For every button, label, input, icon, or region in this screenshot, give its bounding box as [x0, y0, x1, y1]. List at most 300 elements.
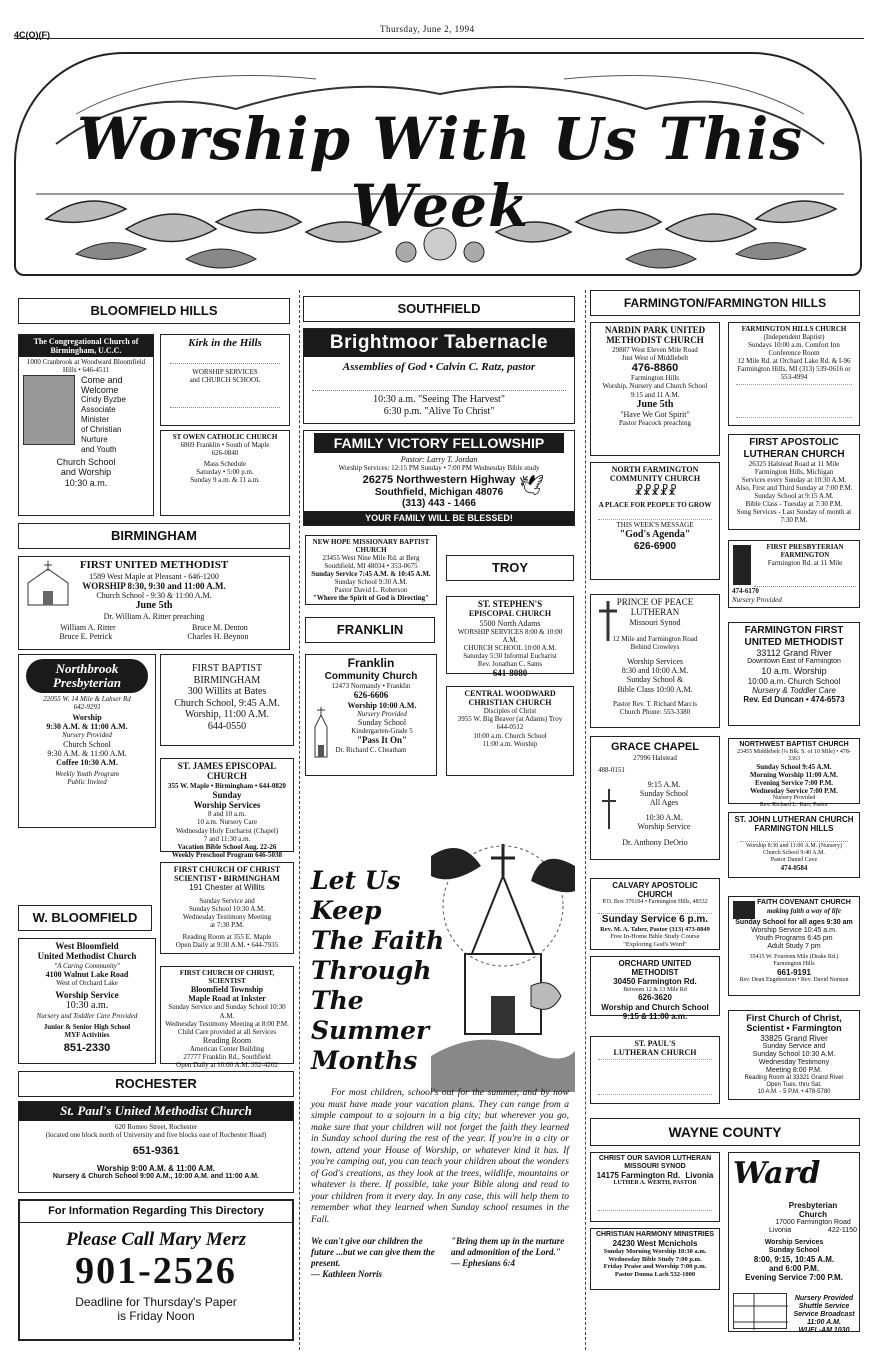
new-hope-services: Sunday Service 7:45 A.M. & 10:45 A.M. [311, 570, 431, 579]
nardin-date: June 5th [636, 398, 674, 410]
st-james-wed-times: 7 and 11:30 a.m. [203, 834, 251, 843]
st-stephen-line: Saturday 5:30 Informal Eucharist [463, 651, 557, 660]
franklin-address: 12473 Normandy • Franklin [331, 682, 411, 691]
christian-harmony-line: Sunday Morning Worship 10:30 a.m. [603, 1248, 707, 1256]
ward-times2: and 6:00 P.M. [768, 1264, 820, 1274]
nw-baptist-pastor: Rev. Richard L. Karr, Pastor [759, 801, 829, 808]
st-stephen-line: CHURCH SCHOOL 10:00 A.M. [463, 643, 557, 652]
fccs-bham-line: at 7:30 P.M. [210, 920, 244, 929]
fccs-bham-address: 191 Chester at Willits [189, 883, 265, 893]
faith-cov-city: Farmington Hills [773, 961, 815, 968]
first-umc-title: FIRST UNITED METHODIST [79, 559, 229, 571]
wb-umc-worship: Worship Service [55, 989, 119, 1000]
nardin-title2: METHODIST CHURCH [606, 335, 704, 346]
northbrook-phone: 642-9293 [73, 703, 101, 712]
first-presb-nursery: Nursery Provided [732, 596, 782, 604]
wb-umc-phone: 851-2330 [63, 1041, 111, 1054]
franklin-pastor: Dr. Richard C. Cheatham [335, 745, 407, 754]
brightmoor-sub: Assemblies of God • Calvin C. Ratz, pastor [342, 360, 536, 373]
first-baptist-line: FIRST BAPTIST [191, 663, 263, 674]
info-phone: 901-2526 [75, 1250, 237, 1293]
nardin-title1: NARDIN PARK UNITED [604, 325, 706, 335]
nardin-address: 29887 West Eleven Mile Road [612, 345, 698, 354]
st-stephen-address: 5500 North Adams [479, 618, 541, 628]
section-birmingham: BIRMINGHAM [18, 523, 290, 549]
ad-kirk-in-the-hills [160, 334, 290, 426]
faith-cov-line: Sunday School for all ages 9:30 am [735, 919, 853, 927]
column-divider-left [299, 290, 300, 1350]
grace-chapel-pastor: Dr. Anthony DeOrio [622, 837, 688, 847]
grace-chapel-title: GRACE CHAPEL [610, 741, 699, 753]
fcc-farm-line: Sunday Service and [762, 1042, 826, 1050]
faith-headline-line: Months [311, 1046, 418, 1075]
franklin-grades: Kindergarten-Grade 5 [351, 727, 413, 736]
ad-first-united-methodist [18, 556, 290, 650]
st-stephen-title2: EPISCOPAL CHURCH [468, 609, 552, 619]
faith-cov-line: Youth Programs 6:45 pm [755, 935, 833, 943]
calvary-motto: "Exploring God's Word" [623, 940, 687, 948]
kirk-line: WORSHIP SERVICES [192, 367, 258, 376]
north-farmington-message: "God's Agenda" [619, 529, 691, 541]
new-hope-motto: "Where the Spirit of God is Directing" [312, 594, 429, 603]
st-james-vbs: Vacation Bible School Aug. 22-26 [177, 842, 277, 851]
prince-peace-pastor: Pastor Rev. T. Richard Marcis [612, 699, 698, 708]
faith-headline-line: The [311, 986, 364, 1015]
congregational-line: Minister [81, 415, 110, 424]
ad-north-farmington [590, 462, 720, 580]
franklin-pass: "Pass It On" [356, 735, 407, 746]
st-james-sunday: Sunday [212, 789, 242, 800]
franklin-nursery: Nursery Provided [357, 709, 407, 718]
nardin-phone: 476-8860 [631, 361, 679, 374]
ad-st-pauls-umc [18, 1101, 294, 1193]
first-umc-pastor: William A. Ritter [60, 623, 116, 633]
first-apostolic-line: Sunday School at 9:15 A.M. [754, 492, 834, 501]
ffumc-title2: UNITED METHODIST [744, 636, 844, 648]
central-woodward-title2: CHRISTIAN CHURCH [468, 698, 552, 708]
faith-headline-line: Through [311, 956, 432, 985]
st-john-phone: 474-0584 [780, 864, 808, 873]
christ-savior-title2: MISSOURI SYNOD [624, 1163, 686, 1171]
central-woodward-line: 11:00 a.m. Worship [482, 739, 538, 748]
brightmoor-service2: 6:30 p.m. "Alive To Christ" [383, 405, 495, 417]
ad-st-owen [160, 430, 290, 516]
brightmoor-title: Brightmoor Tabernacle [304, 329, 574, 357]
northbrook-public: Public Invited [67, 778, 107, 787]
northbrook-coffee: Coffee 10:30 A.M. [56, 757, 118, 767]
ward-city: Livonia [769, 1227, 792, 1235]
nardin-pastor: Pastor Peacock preaching [619, 419, 691, 428]
ad-calvary-apostolic [590, 878, 720, 950]
info-call: Please Call Mary Merz [66, 1228, 246, 1250]
kirk-title: Kirk in the Hills [188, 337, 262, 349]
faith-quote1-author: — Kathleen Norris [311, 1269, 383, 1279]
northbrook-school: Church School [63, 739, 111, 749]
calvary-address: P.O. Box 376104 • Farmington Hills, 48332 [602, 899, 708, 906]
ffumc-worship: 10 a.m. Worship [761, 666, 827, 677]
faith-illustration [431, 836, 575, 1092]
section-farmington: FARMINGTON/FARMINGTON HILLS [590, 290, 860, 316]
first-presb-phone: 474-6170 [732, 587, 759, 595]
first-presb-title1: FIRST PRESBYTERIAN [766, 543, 844, 551]
fccs-bt-title1: FIRST CHURCH OF CHRIST, SCIENTIST [179, 969, 275, 986]
prince-peace-phone: Church Phone: 553-3380 [619, 707, 691, 716]
congregational-line: Associate [81, 405, 116, 414]
faith-cov-title: FAITH COVENANT CHURCH [757, 899, 851, 906]
first-umc-address: 1589 West Maple at Pleasant - 646-1200 [89, 571, 219, 581]
central-woodward-title1: CENTRAL WOODWARD [464, 689, 556, 698]
orchard-line: Worship and Church School [601, 1002, 709, 1012]
ffumc-school: 10:00 a.m. Church School [747, 676, 841, 686]
nw-baptist-line: Morning Worship 11:00 A.M. [750, 770, 838, 779]
first-baptist-line: Church School, 9:45 A.M. [174, 697, 280, 709]
st-john-title2: FARMINGTON HILLS [754, 824, 834, 834]
calvary-pastor: Rev. M. A. Taber, Pastor (313) 473-8849 [600, 925, 710, 933]
fvf-city: Southfield, Michigan 48076 [374, 486, 504, 498]
ward-nursery: Nursery Provided [794, 1295, 854, 1302]
st-owen-phone: 626-0840 [211, 449, 239, 458]
christ-savior-address: 14175 Farmington Rd. [596, 1171, 681, 1181]
ad-farmington-first-umc [728, 622, 860, 726]
fh-church-sub: (Independent Baptist) [763, 333, 825, 342]
congregational-service2: and Worship [60, 467, 112, 478]
section-rochester: ROCHESTER [18, 1071, 294, 1097]
faith-headline-line: The Faith [311, 926, 445, 955]
ad-christ-our-savior [590, 1152, 720, 1222]
fccs-bt-title2: Bloomfield Township [190, 985, 264, 995]
central-woodward-line: 10:00 a.m. Church School [473, 731, 547, 740]
wb-umc-motto: "A Caring Community" [54, 961, 120, 970]
congregational-line: of Christian [81, 425, 122, 434]
st-james-nursery: 10 a.m. Nursery Care [196, 818, 258, 827]
ad-central-woodward [446, 686, 574, 776]
ad-orchard-umc [590, 956, 720, 1021]
prince-peace-bible: Bible Class 10:00 A.M. [617, 684, 693, 694]
first-apostolic-line: Also, First and Third Sunday at 7:00 P.M. [735, 484, 853, 493]
fcc-farm-line: 10 A.M. - 5 P.M. • 478-5780 [757, 1088, 831, 1095]
grace-chapel-line: Sunday School [639, 788, 689, 798]
st-james-times: 8 and 10 a.m. [208, 810, 246, 819]
franklin-worship: Worship 10:00 A.M. [347, 700, 417, 710]
nw-baptist-line: Evening Service 7:00 P.M. [754, 778, 834, 787]
ad-brightmoor-tabernacle [303, 328, 575, 424]
ward-shuttle: Shuttle Service [798, 1303, 850, 1311]
ward-phone: 422-1150 [827, 1227, 857, 1235]
fcc-farm-title2: Scientist • Farmington [746, 1023, 842, 1034]
st-owen-address: 6869 Franklin • South of Maple [180, 441, 270, 450]
northbrook-title1: Northbrook [55, 661, 119, 676]
fh-church-title: FARMINGTON HILLS CHURCH [741, 325, 847, 333]
first-apostolic-line: Services every Sunday at 10:30 A.M. [741, 476, 847, 485]
section-w-bloomfield: W. BLOOMFIELD [18, 905, 152, 931]
ward-title2: Church [799, 1210, 827, 1220]
ad-prince-of-peace [590, 594, 720, 728]
first-baptist-line: 644-0550 [207, 720, 247, 732]
northbrook-worship-time: 9:30 A.M. & 11:00 A.M. [46, 722, 128, 732]
first-apostolic-line: Bible Class - Tuesday at 7:30 P.M. [745, 500, 843, 509]
ward-broadcast-time: 11:00 A.M. [807, 1319, 841, 1327]
faith-cov-address: 35415 W. Fourteen Mile (Drake Rd.) [749, 954, 839, 961]
ad-fccs-farmington [728, 1010, 860, 1100]
franklin-title2: Community Church [324, 670, 418, 682]
lantern-drawing [599, 789, 619, 829]
st-stephen-title1: ST. STEPHEN'S [477, 599, 543, 609]
grace-chapel-line: Worship Service [637, 822, 691, 832]
ad-nardin-park-umc [590, 322, 720, 456]
wb-umc-title2: United Methodist Church [37, 951, 137, 962]
first-umc-worship: WORSHIP 8:30, 9:30 and 11:00 A.M. [82, 580, 226, 591]
first-presb-address: Farmington Rd. at 11 Mile [767, 559, 843, 568]
new-hope-city: Southfield, MI 48034 • 353-0675 [324, 562, 418, 571]
franklin-phone: 626-6606 [353, 690, 389, 701]
northbrook-address: 22055 W. 14 Mile & Lahser Rd [43, 695, 131, 703]
north-farmington-title1: NORTH FARMINGTON [611, 465, 699, 474]
kirk-line: and CHURCH SCHOOL [189, 375, 261, 384]
brightmoor-service1: 10:30 a.m. "Seeing The Harvest" [373, 394, 505, 406]
faith-cov-pastors: Rev. Dean Engebretson • Rev. David Norsten [739, 977, 849, 984]
north-farmington-week: THIS WEEK'S MESSAGE [616, 521, 694, 530]
central-woodward-sub: Disciples of Christ [483, 707, 537, 716]
info-deadline2: is Friday Noon [117, 1309, 195, 1324]
st-owen-title: ST OWEN CATHOLIC CHURCH [172, 433, 278, 441]
orchard-line: 9:15 & 11:00 a.m. [622, 1011, 688, 1021]
st-john-title1: ST. JOHN LUTHERAN CHURCH [734, 815, 854, 824]
nw-baptist-title: NORTHWEST BAPTIST CHURCH [739, 741, 849, 748]
ad-congregational-church [18, 334, 154, 516]
ffumc-nursery: Nursery & Toddler Care [752, 685, 836, 695]
faith-headline-line: Summer [311, 1016, 430, 1045]
wb-umc-address: 4100 Walnut Lake Road [45, 969, 129, 979]
christian-harmony-line: Wednesday Bible Study 7:00 p.m. [608, 1255, 702, 1263]
ward-school: Sunday School [768, 1247, 820, 1255]
st-pauls-umc-address: 620 Romeo Street, Rochester [114, 1122, 198, 1131]
first-baptist-line: BIRMINGHAM [193, 674, 261, 686]
calvary-bible: Free In-Home Bible Study Course [610, 933, 700, 941]
franklin-title1: Franklin [347, 656, 395, 670]
calvary-title: CALVARY APOSTOLIC CHURCH [612, 881, 698, 900]
fcc-farm-line: Meeting 8:00 P.M. [766, 1067, 822, 1075]
ward-services: Worship Services [764, 1239, 824, 1246]
fccs-bt-address: Maple Road at Inkster [188, 994, 266, 1004]
nardin-sermon: "Have We Got Spirit" [620, 410, 690, 420]
fccs-bt-line: Wednesday Testimony Meeting at 8:00 P.M. [165, 1019, 289, 1028]
ward-times: 8:00, 9:15, 10:45 A.M. [753, 1255, 835, 1265]
wb-umc-location: West of Orchard Lake [56, 978, 118, 987]
column-divider-right [585, 290, 586, 1350]
nw-baptist-line: Sunday School 9:45 A.M. [756, 762, 832, 771]
fccs-bham-line: Sunday Service and [199, 896, 255, 905]
fcc-farm-line: Sunday School 10:30 A.M. [752, 1050, 836, 1058]
ad-directory-info [18, 1199, 294, 1341]
northbrook-nursery: Nursery Provided [62, 731, 112, 740]
franklin-school: Sunday School [357, 717, 407, 727]
section-franklin: FRANKLIN [305, 617, 435, 643]
nw-baptist-address: 23455 Middlebelt (¼ Blk. S. of 10 Mile) • 478-3363 [737, 749, 851, 762]
st-john-pastor: Pastor Daniel Cave [770, 857, 818, 864]
northbrook-youth: Weekly Youth Program [55, 770, 119, 779]
fvf-address: 26275 Northwestern Highway [362, 474, 516, 487]
north-farmington-phone: 626-6900 [633, 540, 677, 552]
fccs-bt-line: American Center Building [189, 1044, 265, 1053]
wb-umc-youth2: MYF Activities [64, 1030, 110, 1039]
ad-st-stephens-episcopal [446, 596, 574, 678]
ad-christian-harmony [590, 1228, 720, 1290]
christian-harmony-title: CHRISTIAN HARMONY MINISTRIES [595, 1231, 715, 1238]
christian-harmony-address: 24230 West Mcnichols [612, 1239, 698, 1249]
st-james-preschool: Weekly Preschool Program 646-5038 [172, 850, 282, 859]
ad-first-baptist [160, 654, 294, 746]
ffumc-pastor: Rev. Ed Duncan • 474-6573 [743, 695, 845, 705]
prince-peace-service-times: 8:30 and 10:00 A.M. [621, 666, 689, 676]
st-owen-mass: Mass Schedule [203, 460, 247, 469]
faith-headline-line: Let Us [311, 866, 401, 895]
first-umc-pastor: Bruce M. Denton [192, 623, 248, 633]
north-farmington-title2: COMMUNITY CHURCH [609, 474, 701, 484]
st-pauls-umc-phone: 651-9361 [132, 1145, 180, 1158]
ad-st-james-episcopal [160, 758, 294, 859]
nw-baptist-line: Nursery Provided [772, 795, 816, 802]
st-paul-luth-title2: LUTHERAN CHURCH [613, 1048, 697, 1058]
wb-umc-title1: West Bloomfield [55, 941, 119, 951]
first-apostolic-line: Song Services - Last Sunday of month at 7:30 P.M. [736, 508, 852, 525]
ad-northwest-baptist [728, 738, 860, 808]
new-hope-pastor: Pastor David L. Roberson [334, 586, 408, 595]
ward-map [733, 1293, 787, 1329]
faith-body: For most children, school's out for the summer, and by now you must have made your vacation plans. They can range from a simple campout to a sojourn in a big city; but wherever you go, make sure that your children will not forget the faith they learned in Sunday school during the rest of the year. If you're in a city or town, attend your House of Worship, or whatever kind it has. If you're camping out, you can teach your children about the wonders of God's creations, as they look at the trees, wildlife, mountains or whatever is there. If possible, take your Bible along and read to your children from it every day. In any case, this will help them to remember what they learned when Sunday school resumes in the Fall. [311, 1088, 569, 1225]
prince-peace-location: Behind Crowleys [630, 642, 680, 651]
ad-northbrook-presbyterian [18, 654, 156, 828]
fccs-bham-line: Reading Room at 355 E. Maple [182, 932, 272, 941]
grace-chapel-line: 9:15 A.M. [647, 779, 681, 789]
nardin-location: Just West of Middlebelt [621, 353, 689, 362]
north-farmington-tag: A PLACE FOR PEOPLE TO GROW [598, 501, 712, 510]
covenant-logo-icon [733, 901, 755, 919]
fccs-bt-line: Open Daily at 10:00 A.M. 352-4202 [176, 1060, 278, 1069]
new-hope-title: NEW HOPE MISSIONARY BAPTIST CHURCH [312, 538, 430, 555]
wb-umc-nursery: Nursery and Toddler Care Provided [36, 1011, 138, 1020]
st-pauls-umc-location: (located one block north of University and five blocks east of Rochester Road) [45, 1130, 267, 1139]
fvf-pastor: Pastor: Larry T. Jordan [400, 455, 478, 465]
st-john-line: Worship 8:30 and 11:00 A.M. (Nursery) [745, 843, 843, 850]
christian-harmony-pastor: Pastor Donna Lach 532-1000 [614, 1270, 696, 1278]
faith-quote2: "Bring them up in the nurture and admonition of the Lord." [451, 1236, 565, 1257]
ad-farmington-hills-church [728, 322, 860, 426]
congregational-line: Nurture [81, 435, 108, 444]
steeple-drawing [310, 707, 332, 759]
first-apostolic-address: 26325 Halstead Road at 11 Mile [748, 460, 840, 468]
page-date: Thursday, June 2, 1994 [380, 24, 475, 34]
prince-peace-title2: LUTHERAN [630, 607, 680, 618]
st-stephen-line: WORSHIP SERVICES 8:00 & 10:00 A.M. [457, 627, 563, 644]
wb-umc-time: 10:30 a.m. [65, 1000, 109, 1012]
grace-chapel-address: 27996 Halstead [633, 753, 677, 762]
st-pauls-umc-nursery: Nursery & Church School 9:00 A.M., 10:00 A.M. and 11:00 A.M. [52, 1172, 260, 1180]
nardin-services: Worship, Nursery and Church School [602, 382, 708, 391]
fcc-farm-line: Wednesday Testimony [758, 1058, 830, 1066]
orchard-address: 30450 Farmington Rd. [613, 977, 697, 987]
grace-chapel-phone: 488-0151 [598, 765, 625, 774]
fcc-farm-address: 33825 Grand River [760, 1033, 828, 1043]
faith-cov-tag: making faith a way of life [766, 907, 842, 916]
central-woodward-phone: 644-0512 [496, 723, 524, 732]
st-stephen-line: Rev. Jonathan C. Sams [477, 659, 543, 668]
fvf-phone: (313) 443 - 1466 [402, 498, 476, 510]
minister-photo [23, 375, 75, 445]
ffumc-title1: FARMINGTON FIRST [744, 625, 844, 636]
st-owen-sat: Saturday • 5:00 p.m. [196, 468, 254, 477]
fccs-bt-line: 27777 Franklin Rd., Southfield [183, 1052, 271, 1061]
ad-fccs-birmingham [160, 862, 294, 954]
fccs-bt-reading-room: Reading Room [202, 1035, 252, 1045]
orchard-title: ORCHARD UNITED METHODIST [618, 959, 692, 978]
banner [14, 52, 862, 276]
northbrook-worship: Worship [72, 713, 102, 723]
ad-franklin-community-church [305, 654, 437, 776]
first-umc-pastor: Bruce E. Petrick [59, 632, 113, 642]
faith-quote2-author: — Ephesians 6:4 [451, 1258, 516, 1268]
dove-icon: 🕊 [518, 475, 544, 497]
northbrook-school-time: 9:30 A.M. & 11:00 A.M. [47, 748, 127, 758]
feature-let-us-keep-the-faith [305, 836, 575, 1336]
ward-logo: Ward [733, 1156, 821, 1191]
prince-peace-title1: PRINCE OF PEACE [616, 597, 694, 607]
st-james-title: ST. JAMES EPISCOPAL CHURCH [177, 761, 277, 782]
fh-church-line: Farmington Hills, MI (313) 539-0616 or 553-4994 [737, 365, 851, 382]
ad-first-presbyterian-farmington [728, 540, 860, 608]
faith-cov-phone: 661-9191 [777, 968, 811, 978]
fcc-farm-line: Reading Room at 33321 Grand River [744, 1075, 844, 1082]
christ-savior-title1: CHRIST OUR SAVIOR LUTHERAN [598, 1155, 712, 1162]
first-apostolic-city: Farmington Hills, Michigan [754, 468, 834, 477]
ad-first-apostolic-lutheran [728, 434, 860, 530]
wb-umc-youth: Junior & Senior High School [43, 1022, 131, 1031]
first-baptist-line: 300 Willits at Bates [187, 686, 267, 697]
fccs-bham-title2: SCIENTIST • BIRMINGHAM [174, 874, 280, 884]
faith-cov-line: Worship Service 10:45 a.m. [751, 927, 837, 935]
northbrook-title2: Presbyterian [53, 675, 121, 690]
st-owen-sun: Sunday 9 a.m. & 11 a.m. [190, 476, 260, 485]
fh-church-line: 12 Mile Rd. at Orchard Lake Rd. & I-96 [737, 357, 851, 366]
st-pauls-umc-title: St. Paul's United Methodist Church [19, 1102, 293, 1121]
church-drawing [23, 561, 73, 607]
first-apostolic-title1: FIRST APOSTOLIC [749, 437, 839, 448]
fcc-farm-title1: First Church of Christ, [746, 1013, 842, 1023]
ad-fccs-bloomfield-twp [160, 966, 294, 1069]
fccs-bham-line: Wednesday Testimony Meeting [182, 912, 272, 921]
orchard-phone: 626-3620 [638, 993, 672, 1003]
congregational-line: Welcome [81, 385, 119, 395]
ad-west-bloomfield-umc [18, 938, 156, 1064]
congregational-title: The Congregational Church of Birmingham, U.C.C. [19, 335, 153, 357]
ffumc-address: 33112 Grand River [756, 648, 832, 658]
fh-church-line: Sundays 10:00 a.m. Comfort Inn Conference Room [748, 341, 840, 358]
ward-broadcast: Service Broadcast [793, 1311, 855, 1319]
st-paul-luth-title1: ST. PAUL'S [634, 1039, 676, 1048]
congregational-address: 1000 Cranbrook at Woodward Bloomfield Hills • 646-4511 [26, 358, 146, 375]
orchard-location: Between 12 & 13 Mile Rd [623, 986, 687, 993]
fcc-farm-line: Open Tues. thru Sat. [766, 1081, 822, 1088]
ad-new-hope-baptist [305, 535, 437, 605]
ward-radio: WUFL-AM 1030 [798, 1327, 850, 1335]
fvf-title: FAMILY VICTORY FELLOWSHIP [314, 433, 564, 453]
new-hope-address: 23455 West Nine Mile Rd. at Berg [322, 554, 420, 563]
ad-family-victory-fellowship [303, 430, 575, 526]
st-john-line: Church School 9:40 A.M. [763, 850, 825, 857]
ward-evening: Evening Service 7:00 P.M. [745, 1273, 843, 1283]
faith-quote1: We can't give our children the future ...but we can give them the present. [311, 1236, 435, 1268]
section-troy: TROY [446, 555, 574, 581]
ffumc-location: Downtown East of Farmington [747, 658, 841, 666]
